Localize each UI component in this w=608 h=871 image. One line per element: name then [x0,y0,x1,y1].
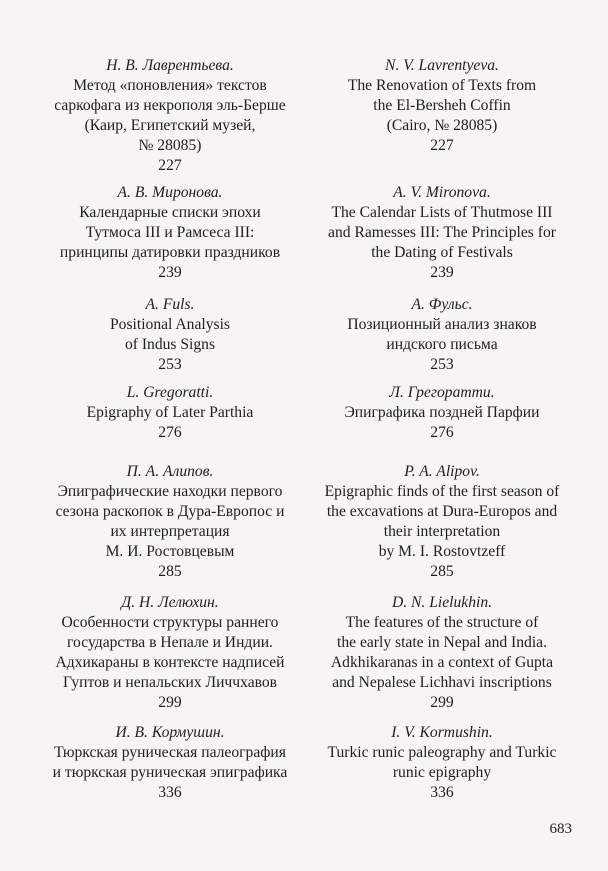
entry-title: Эпиграфические находки первого сезона раскопок в Дура-Европос и их интерпретация М. И. Ростовцевым [55,483,285,560]
entry-title: Epigraphic finds of the first season of the excavations at Dura-Europos and their interpretation by M. I. Rostovtzeff [324,483,560,560]
entry-author: P. A. Alipov. [404,463,480,480]
entry-author: N. V. Lavrentyeva. [385,57,499,74]
toc-entry-right [308,723,576,803]
entry-page-number: 336 [430,784,454,801]
page-number: 683 [549,821,572,837]
entry-page-number: 299 [430,694,454,711]
toc-entry-left [40,56,300,176]
entry-title: Тюркская руническая палеография и тюркская руническая эпиграфика [52,744,288,781]
toc-entry-right [308,183,576,283]
entry-title: Особенности структуры раннего государства в Непале и Индии. Адхикараны в контексте надписей Гуптов и непальских Личчхавов [55,614,285,691]
toc-entry-left [40,462,300,582]
entry-author: Н. В. Лаврентьева. [106,57,234,74]
toc-entry-right [308,383,576,443]
toc-entry-right [308,593,576,713]
entry-page-number: 336 [158,784,182,801]
entry-author: А. Фульс. [411,296,473,313]
entry-author: I. V. Kormushin. [391,724,493,741]
entry-author: L. Gregoratti. [126,384,214,401]
entry-title: Позиционный анализ знаков индского письма [347,316,537,353]
entry-author: П. А. Алипов. [126,463,214,480]
toc-entry-left [40,383,300,443]
toc-entry-right [308,295,576,375]
entry-page-number: 276 [430,424,454,441]
toc-entry-left [40,723,300,803]
entry-page-number: 253 [430,356,454,373]
entry-title: The features of the structure of the early state in Nepal and India. Adkhikaranas in a context of Gupta and Nepalese Lichhavi inscriptions [330,614,554,691]
toc-entry-right [308,56,576,156]
entry-page-number: 276 [158,424,182,441]
entry-title: Epigraphy of Later Parthia [86,404,254,421]
entry-page-number: 239 [158,264,182,281]
entry-title: Календарные списки эпохи Тутмоса III и Рамсеса III: принципы датировки праздников [59,204,281,261]
entry-page-number: 299 [158,694,182,711]
entry-page-number: 285 [158,563,182,580]
entry-author: D. N. Lielukhin. [391,594,493,611]
toc-entry-left [40,295,300,375]
entry-author: A. Fuls. [145,296,195,313]
toc-entry-left [40,593,300,713]
entry-page-number: 227 [430,137,454,154]
entry-author: А. В. Миронова. [117,184,223,201]
entry-page-number: 239 [430,264,454,281]
toc-entry-right [308,462,576,582]
entry-title: The Renovation of Texts from the El-Bersheh Coffin (Cairo, № 28085) [347,77,537,134]
entry-author: Л. Грегоратти. [389,384,495,401]
toc-entry-left [40,183,300,283]
entry-title: Метод «поновления» текстов саркофага из некрополя эль-Берше (Каир, Египетский музей, № 28085) [54,77,286,154]
entry-title: Эпиграфика поздней Парфии [344,404,540,421]
entry-page-number: 227 [158,157,182,174]
entry-title: Turkic runic paleography and Turkic runic epigraphy [327,744,557,781]
entry-page-number: 253 [158,356,182,373]
entry-author: И. В. Кормушин. [115,724,225,741]
entry-author: Д. Н. Лелюхин. [121,594,219,611]
entry-author: A. V. Mironova. [393,184,491,201]
entry-title: Positional Analysis of Indus Signs [110,316,230,353]
entry-title: The Calendar Lists of Thutmose III and Ramesses III: The Principles for the Dating of Festivals [328,204,556,261]
entry-page-number: 285 [430,563,454,580]
